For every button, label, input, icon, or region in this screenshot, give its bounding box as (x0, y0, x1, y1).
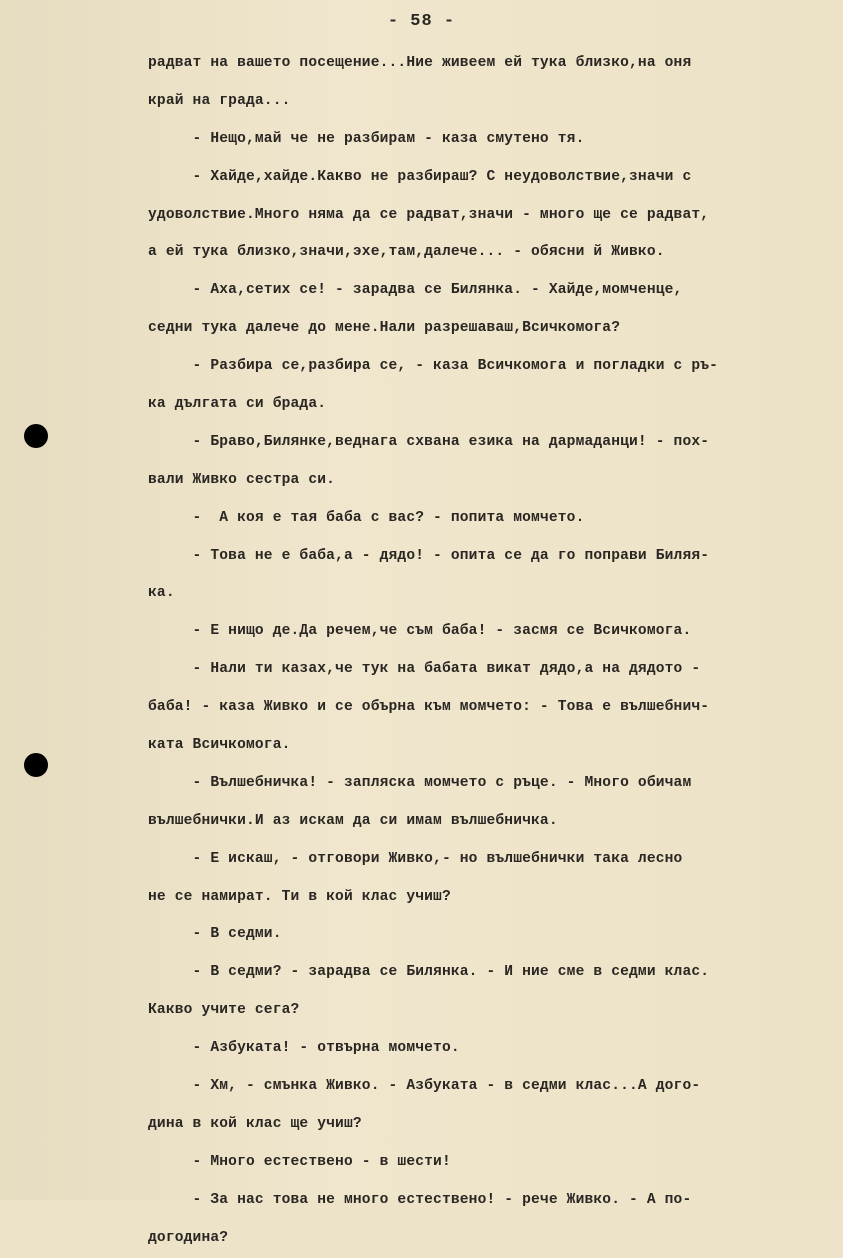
text-line: вълшебнички.И аз искам да си имам вълшебничка. (148, 812, 558, 829)
text-line: не се намират. Ти в кой клас учиш? (148, 888, 451, 905)
text-line: догодина? (148, 1229, 229, 1246)
text-line: - Хм, - смънка Живко. - Азбуката - в седми клас...А дого- (148, 1078, 701, 1095)
text-line: вали Живко сестра си. (148, 471, 336, 488)
text-line: дина в кой клас ще учиш? (148, 1115, 362, 1132)
text-line: - Нещо,май че не разбирам - каза смутено тя. (148, 130, 585, 147)
text-line: - Разбира се,разбира се, - каза Всичкомога и погладки с ръ- (148, 358, 719, 375)
text-line: ка дългата си брада. (148, 396, 327, 413)
text-line: - Нали ти казах,че тук на бабата викат дядо,а на дядото - (148, 661, 701, 678)
text-line: - Е нищо де.Да речем,че съм баба! - засмя се Всичкомога. (148, 623, 692, 640)
text-line: - В седми. (148, 926, 282, 943)
body-text (148, 45, 838, 1258)
text-line: - Браво,Билянке,веднага схвана езика на дармаданци! - пох- (148, 433, 710, 450)
text-line: - Хайде,хайде.Какво не разбираш? С неудоволствие,значи с (148, 168, 692, 185)
text-line: - В седми? - зарадва се Билянка. - И ние сме в седми клас. (148, 964, 710, 981)
text-line: Какво учите сега? (148, 1002, 300, 1019)
text-line: ка. (148, 585, 175, 602)
text-line: - Вълшебничка! - запляска момчето с ръце. - Много обичам (148, 774, 692, 791)
text-line: - За нас това не много естествено! - рече Живко. - А по- (148, 1191, 692, 1208)
text-line: радват на вашето посещение...Ние живеем ей тука близко,на оня (148, 55, 692, 71)
binder-hole-bottom (24, 753, 48, 777)
text-line: - Много естествено - в шести! (148, 1153, 451, 1170)
page-number: - 58 - (387, 12, 456, 31)
text-line: - Азбуката! - отвърна момчето. (148, 1040, 460, 1057)
text-line: баба! - каза Живко и се обърна към момчето: - Това е вълшебнич- (148, 699, 710, 716)
text-line: - Е искаш, - отговори Живко,- но вълшебнички така лесно (148, 850, 683, 867)
text-line: седни тука далече до мене.Нали разрешаваш,Всичкомога? (148, 320, 621, 337)
text-line: край на града... (148, 92, 291, 109)
binder-hole-top (24, 424, 48, 448)
text-line: ката Всичкомога. (148, 737, 291, 754)
text-line: - Това не е баба,а - дядо! - опита се да го поправи Биляя- (148, 547, 710, 564)
text-line: удоволствие.Много няма да се радват,значи - много ще се радват, (148, 206, 710, 223)
text-line: а ей тука близко,значи,эхе,там,далече... - обясни й Живко. (148, 244, 665, 261)
text-line: - А коя е тая баба с вас? - попита момчето. (148, 509, 585, 526)
text-line: - Аха,сетих се! - зарадва се Билянка. - Хайде,момченце, (148, 282, 683, 299)
